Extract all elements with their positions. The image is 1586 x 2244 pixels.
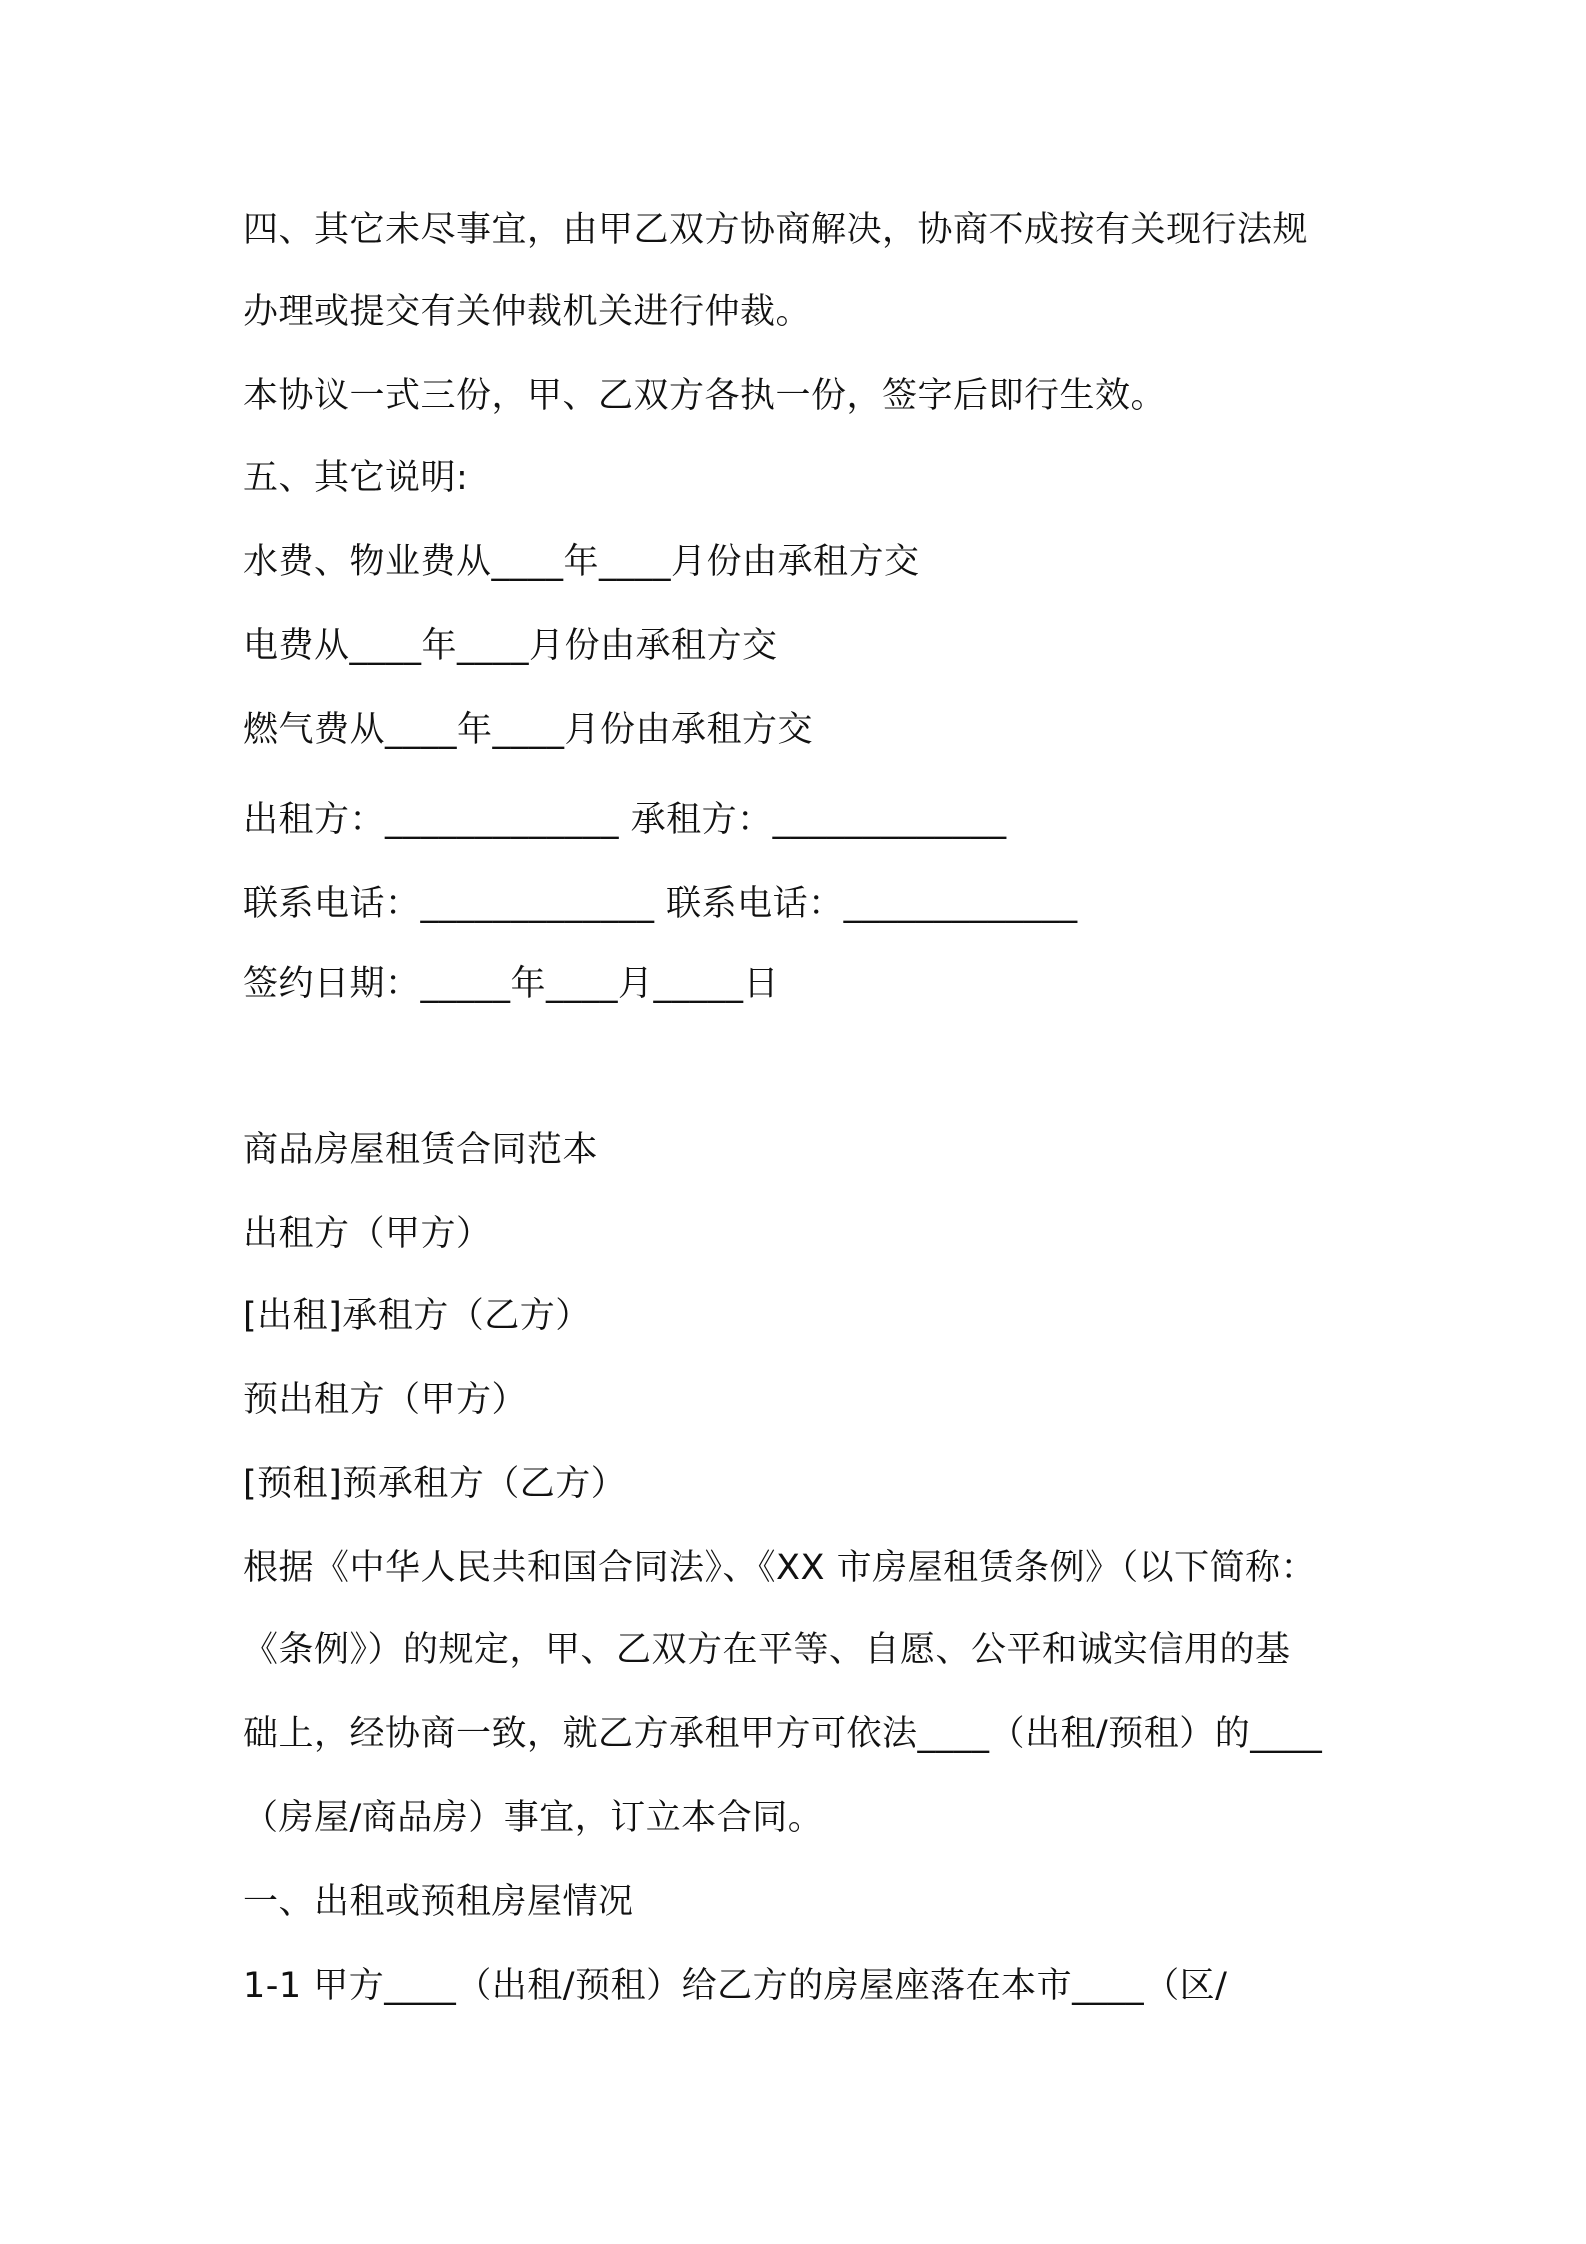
- clause-1-1-text: 1-1 甲方____（出租/预租）给乙方的房屋座落在本市____（区/: [243, 1966, 1228, 2006]
- gas-fee-text: 燃气费从____年____月份由承租方交: [243, 710, 814, 750]
- clause-four-line-1: 四、其它未尽事宜，由甲乙双方协商解决，协商不成按有关现行法规: [243, 210, 1309, 250]
- contact-phone-line: 联系电话：_____________ 联系电话：_____________: [243, 884, 1078, 924]
- water-property-fee-text: 水费、物业费从____年____月份由承租方交: [243, 542, 920, 582]
- preamble-line-2: 《条例》）的规定，甲、乙双方在平等、自愿、公平和诚实信用的基: [243, 1630, 1291, 1670]
- preamble-line-4: （房屋/商品房）事宜，订立本合同。: [243, 1798, 824, 1838]
- preamble-line-3: 础上，经协商一致，就乙方承租甲方可依法____（出租/预租）的____: [243, 1714, 1323, 1754]
- electricity-fee-text: 电费从____年____月份由承租方交: [243, 626, 778, 666]
- party-a-pre-lessor: 预出租方（甲方）: [243, 1380, 528, 1420]
- lessor-lessee-signature-line: 出租方：_____________ 承租方：_____________: [243, 800, 1007, 840]
- party-b-pre-lessee: [预租]预承租方（乙方）: [243, 1464, 627, 1504]
- contract-title: 商品房屋租赁合同范本: [243, 1130, 599, 1170]
- preamble-line-1: 根据《中华人民共和国合同法》、《XX 市房屋租赁条例》（以下简称：: [243, 1548, 1317, 1588]
- agreement-copies-text: 本协议一式三份，甲、乙双方各执一份，签字后即行生效。: [243, 376, 1167, 416]
- clause-four-line-2: 办理或提交有关仲裁机关进行仲裁。: [243, 292, 812, 332]
- signing-date-line: 签约日期：_____年____月_____日: [243, 964, 780, 1004]
- clause-five-heading: 五、其它说明:: [243, 458, 469, 498]
- section-one-heading: 一、出租或预租房屋情况: [243, 1882, 634, 1922]
- party-b-lessee: [出租]承租方（乙方）: [243, 1296, 591, 1336]
- party-a-lessor: 出租方（甲方）: [243, 1214, 492, 1254]
